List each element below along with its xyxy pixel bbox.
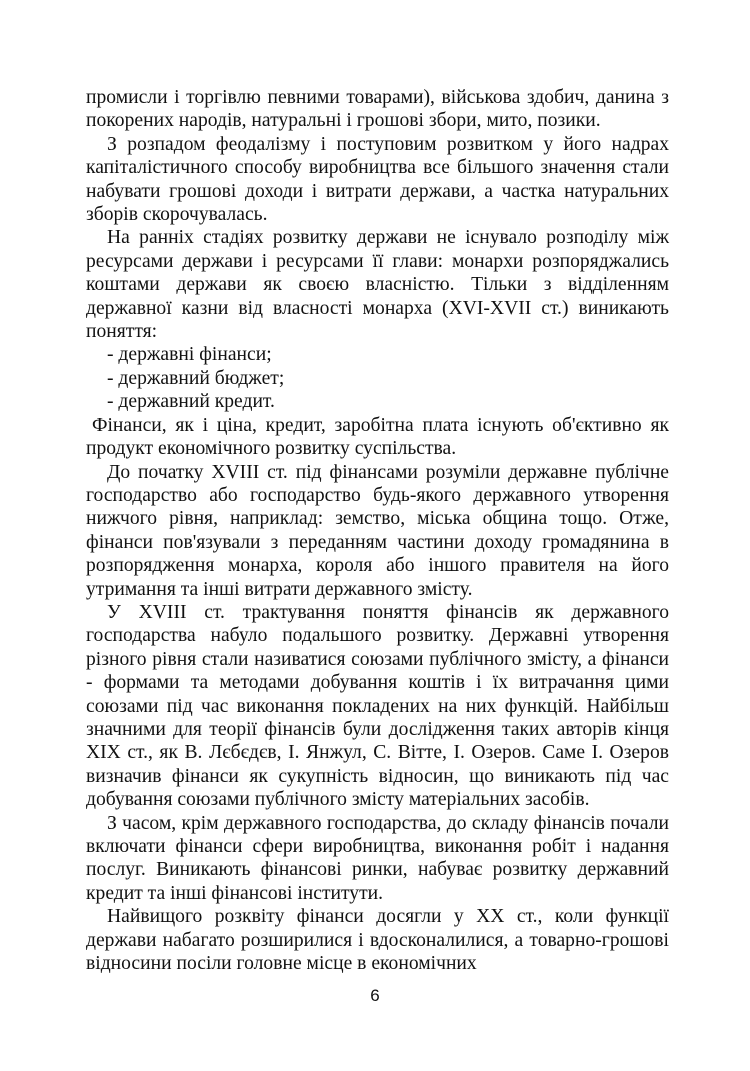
paragraph: Найвищого розквіту фінанси досягли у XX ст., коли функції держави набагато розширилися і вдосконалилися, а товарно-грошові відносини посіли головне місце в економічних: [86, 906, 669, 975]
paragraph: З розпадом феодалізму і поступовим розвитком у його надрах капіталістичного способу виробництва все більшого значення стали набувати грошові доходи і витрати держави, а частка натуральних зборів скорочувалась.: [86, 133, 669, 226]
paragraph: промисли і торгівлю певними товарами), військова здобич, данина з покорених народів, натуральні і грошові збори, мито, позики.: [86, 87, 669, 132]
list-item: - державний кредит.: [107, 391, 275, 413]
paragraph: Фінанси, як і ціна, кредит, заробітна плата існують об'єктивно як продукт економічного розвитку суспільства.: [86, 414, 669, 460]
paragraph: З часом, крім державного господарства, до складу фінансів почали включати фінанси сфери виробництва, виконання робіт і надання послуг. Виникають фінансові ринки, набуває розвитку державний кредит та інші фінансові інститути.: [86, 812, 669, 904]
list-item: - державні фінанси;: [107, 344, 272, 366]
paragraph: До початку XVIII ст. під фінансами розуміли державне публічне господарство або господарство будь-якого державного утворення нижчого рівня, наприклад: земство, міська община тощо. Отже, фінанси пов'язували з переданням частини доходу громадянина в розпорядження монарха, короля або іншого правителя на його утримання та інші витрати державного змісту.: [86, 461, 669, 600]
paragraph: На ранніх стадіях розвитку держави не існувало розподілу між ресурсами держави і ресурсами її глави: монархи розпоряджались коштами держави як своєю власністю. Тільки з відділенням державної казни від власності монарха (XVI-XVII ст.) виникають поняття:: [86, 227, 669, 343]
body-text: [86, 86, 669, 975]
list-item: - державний бюджет;: [107, 367, 285, 389]
page-number: 6: [370, 986, 380, 1005]
paragraph: У XVIII ст. трактування поняття фінансів як державного господарства набуло подальшого розвитку. Державні утворення різного рівня стали називатися союзами публічного змісту, а фінанси - формами та методами добування коштів і їх витрачання цими союзами під час виконання покладених на них функцій. Найбільш значними для теорії фінансів були дослідження таких авторів кінця XIX ст., як В. Лєбєдєв, І. Янжул, С. Вітте, І. Озеров. Саме І. Озеров визначив фінанси як сукупність відносин, що виникають під час добування союзами публічного змісту матеріальних засобів.: [86, 601, 669, 811]
